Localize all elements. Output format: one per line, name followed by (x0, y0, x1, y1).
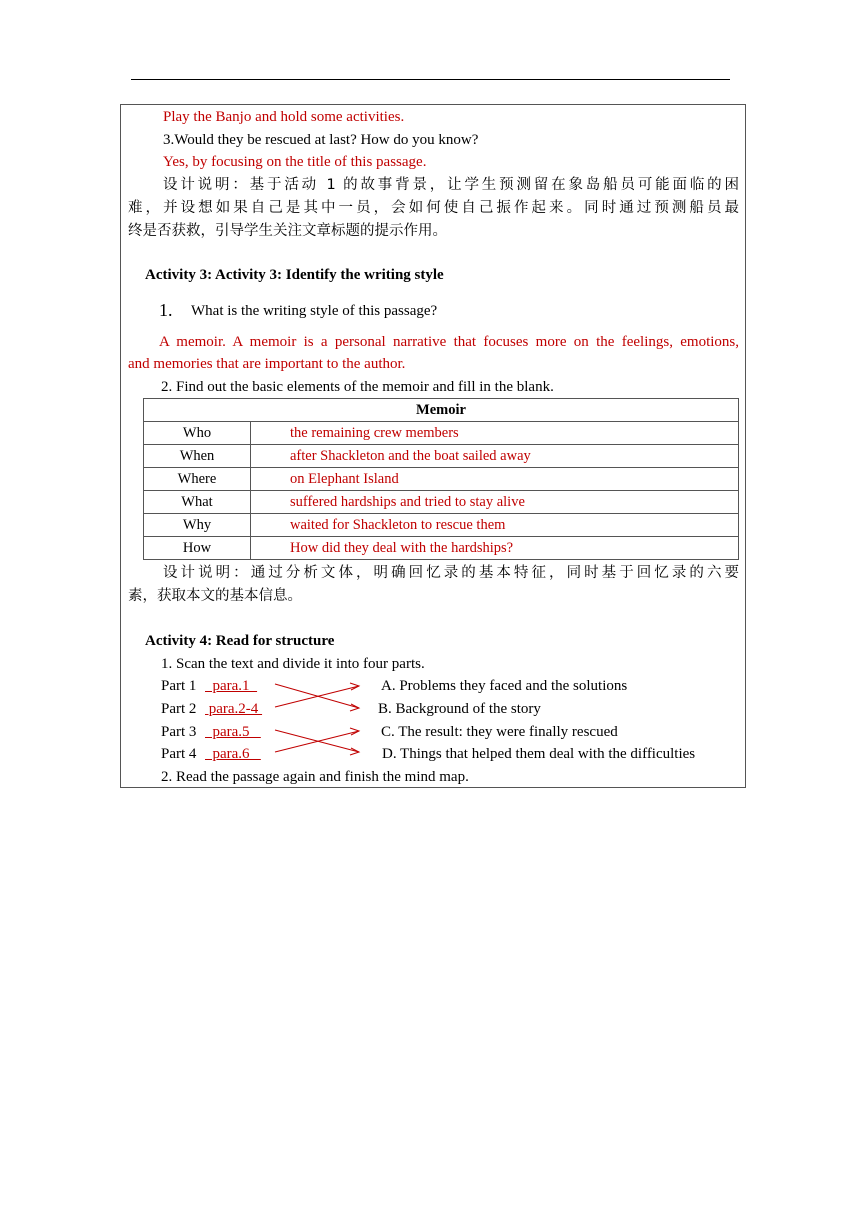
option-d: D. Things that helped them deal with the difficulties (382, 746, 696, 762)
matching-arrows (121, 105, 745, 787)
header-rule (131, 79, 730, 80)
lesson-plan-box (120, 104, 746, 788)
option-c: C. The result: they were finally rescued (381, 724, 618, 740)
activity-4-question-1: 1. Scan the text and divide it into four parts. (161, 656, 425, 672)
option-b: B. Background of the story (378, 701, 541, 717)
answer-line: Play the Banjo and hold some activities. (163, 109, 405, 125)
row-key: Why (144, 514, 251, 537)
part-answer: para.2-4 (205, 701, 263, 717)
question-1-text: What is the writing style of this passage? (191, 303, 438, 319)
design-note-1-line2: 难，并设想如果自己是其中一员，会如何使自己振作起来。同时通过预测船员最 (128, 200, 739, 216)
design-note-2-line2: 素，获取本文的基本信息。 (128, 588, 302, 604)
part-answer: para.6 (205, 746, 261, 762)
activity-3-heading: Activity 3: Activity 3: Identify the writing style (145, 267, 444, 283)
arrowhead-icon (350, 704, 359, 711)
question-2: 2. Find out the basic elements of the memoir and fill in the blank. (161, 379, 554, 395)
row-key: What (144, 491, 251, 514)
arrowhead-icon (350, 748, 359, 755)
row-value: the remaining crew members (251, 422, 739, 445)
part-label: Part 4 (161, 746, 197, 762)
row-key: Where (144, 468, 251, 491)
row-key: How (144, 537, 251, 560)
option-a: A. Problems they faced and the solutions (381, 678, 628, 694)
part-label: Part 3 (161, 724, 197, 740)
activity-4-heading: Activity 4: Read for structure (145, 633, 335, 649)
design-note-1-line3: 终是否获救，引导学生关注文章标题的提示作用。 (128, 223, 447, 239)
row-key: When (144, 445, 251, 468)
arrowhead-icon (350, 683, 359, 690)
row-value: on Elephant Island (251, 468, 739, 491)
part-answer: para.5 (205, 724, 261, 740)
question-1-number: 1. (159, 300, 173, 320)
design-note-2-line1: 设计说明：通过分析文体，明确回忆录的基本特征，同时基于回忆录的六要 (163, 565, 739, 581)
answer-3: Yes, by focusing on the title of this passage. (163, 154, 427, 170)
row-value: suffered hardships and tried to stay alive (251, 491, 739, 514)
part-label: Part 1 (161, 678, 197, 694)
question-3: 3.Would they be rescued at last? How do you know? (163, 132, 479, 148)
row-value: after Shackleton and the boat sailed away (251, 445, 739, 468)
answer-memoir-line1: A memoir. A memoir is a personal narrative that focuses more on the feelings, emotions, (159, 334, 739, 350)
part-answer: para.1 (205, 678, 258, 694)
answer-memoir-line2: and memories that are important to the author. (128, 356, 406, 372)
table-header: Memoir (144, 399, 739, 422)
design-note-1-line1: 设计说明：基于活动 1 的故事背景，让学生预测留在象岛船员可能面临的困 (163, 177, 739, 193)
row-value: How did they deal with the hardships? (251, 537, 739, 560)
activity-4-question-2: 2. Read the passage again and finish the mind map. (161, 769, 469, 785)
row-key: Who (144, 422, 251, 445)
part-label: Part 2 (161, 701, 197, 717)
row-value: waited for Shackleton to rescue them (251, 514, 739, 537)
arrowhead-icon (350, 728, 359, 735)
arrow-part2-to-a (275, 686, 359, 707)
